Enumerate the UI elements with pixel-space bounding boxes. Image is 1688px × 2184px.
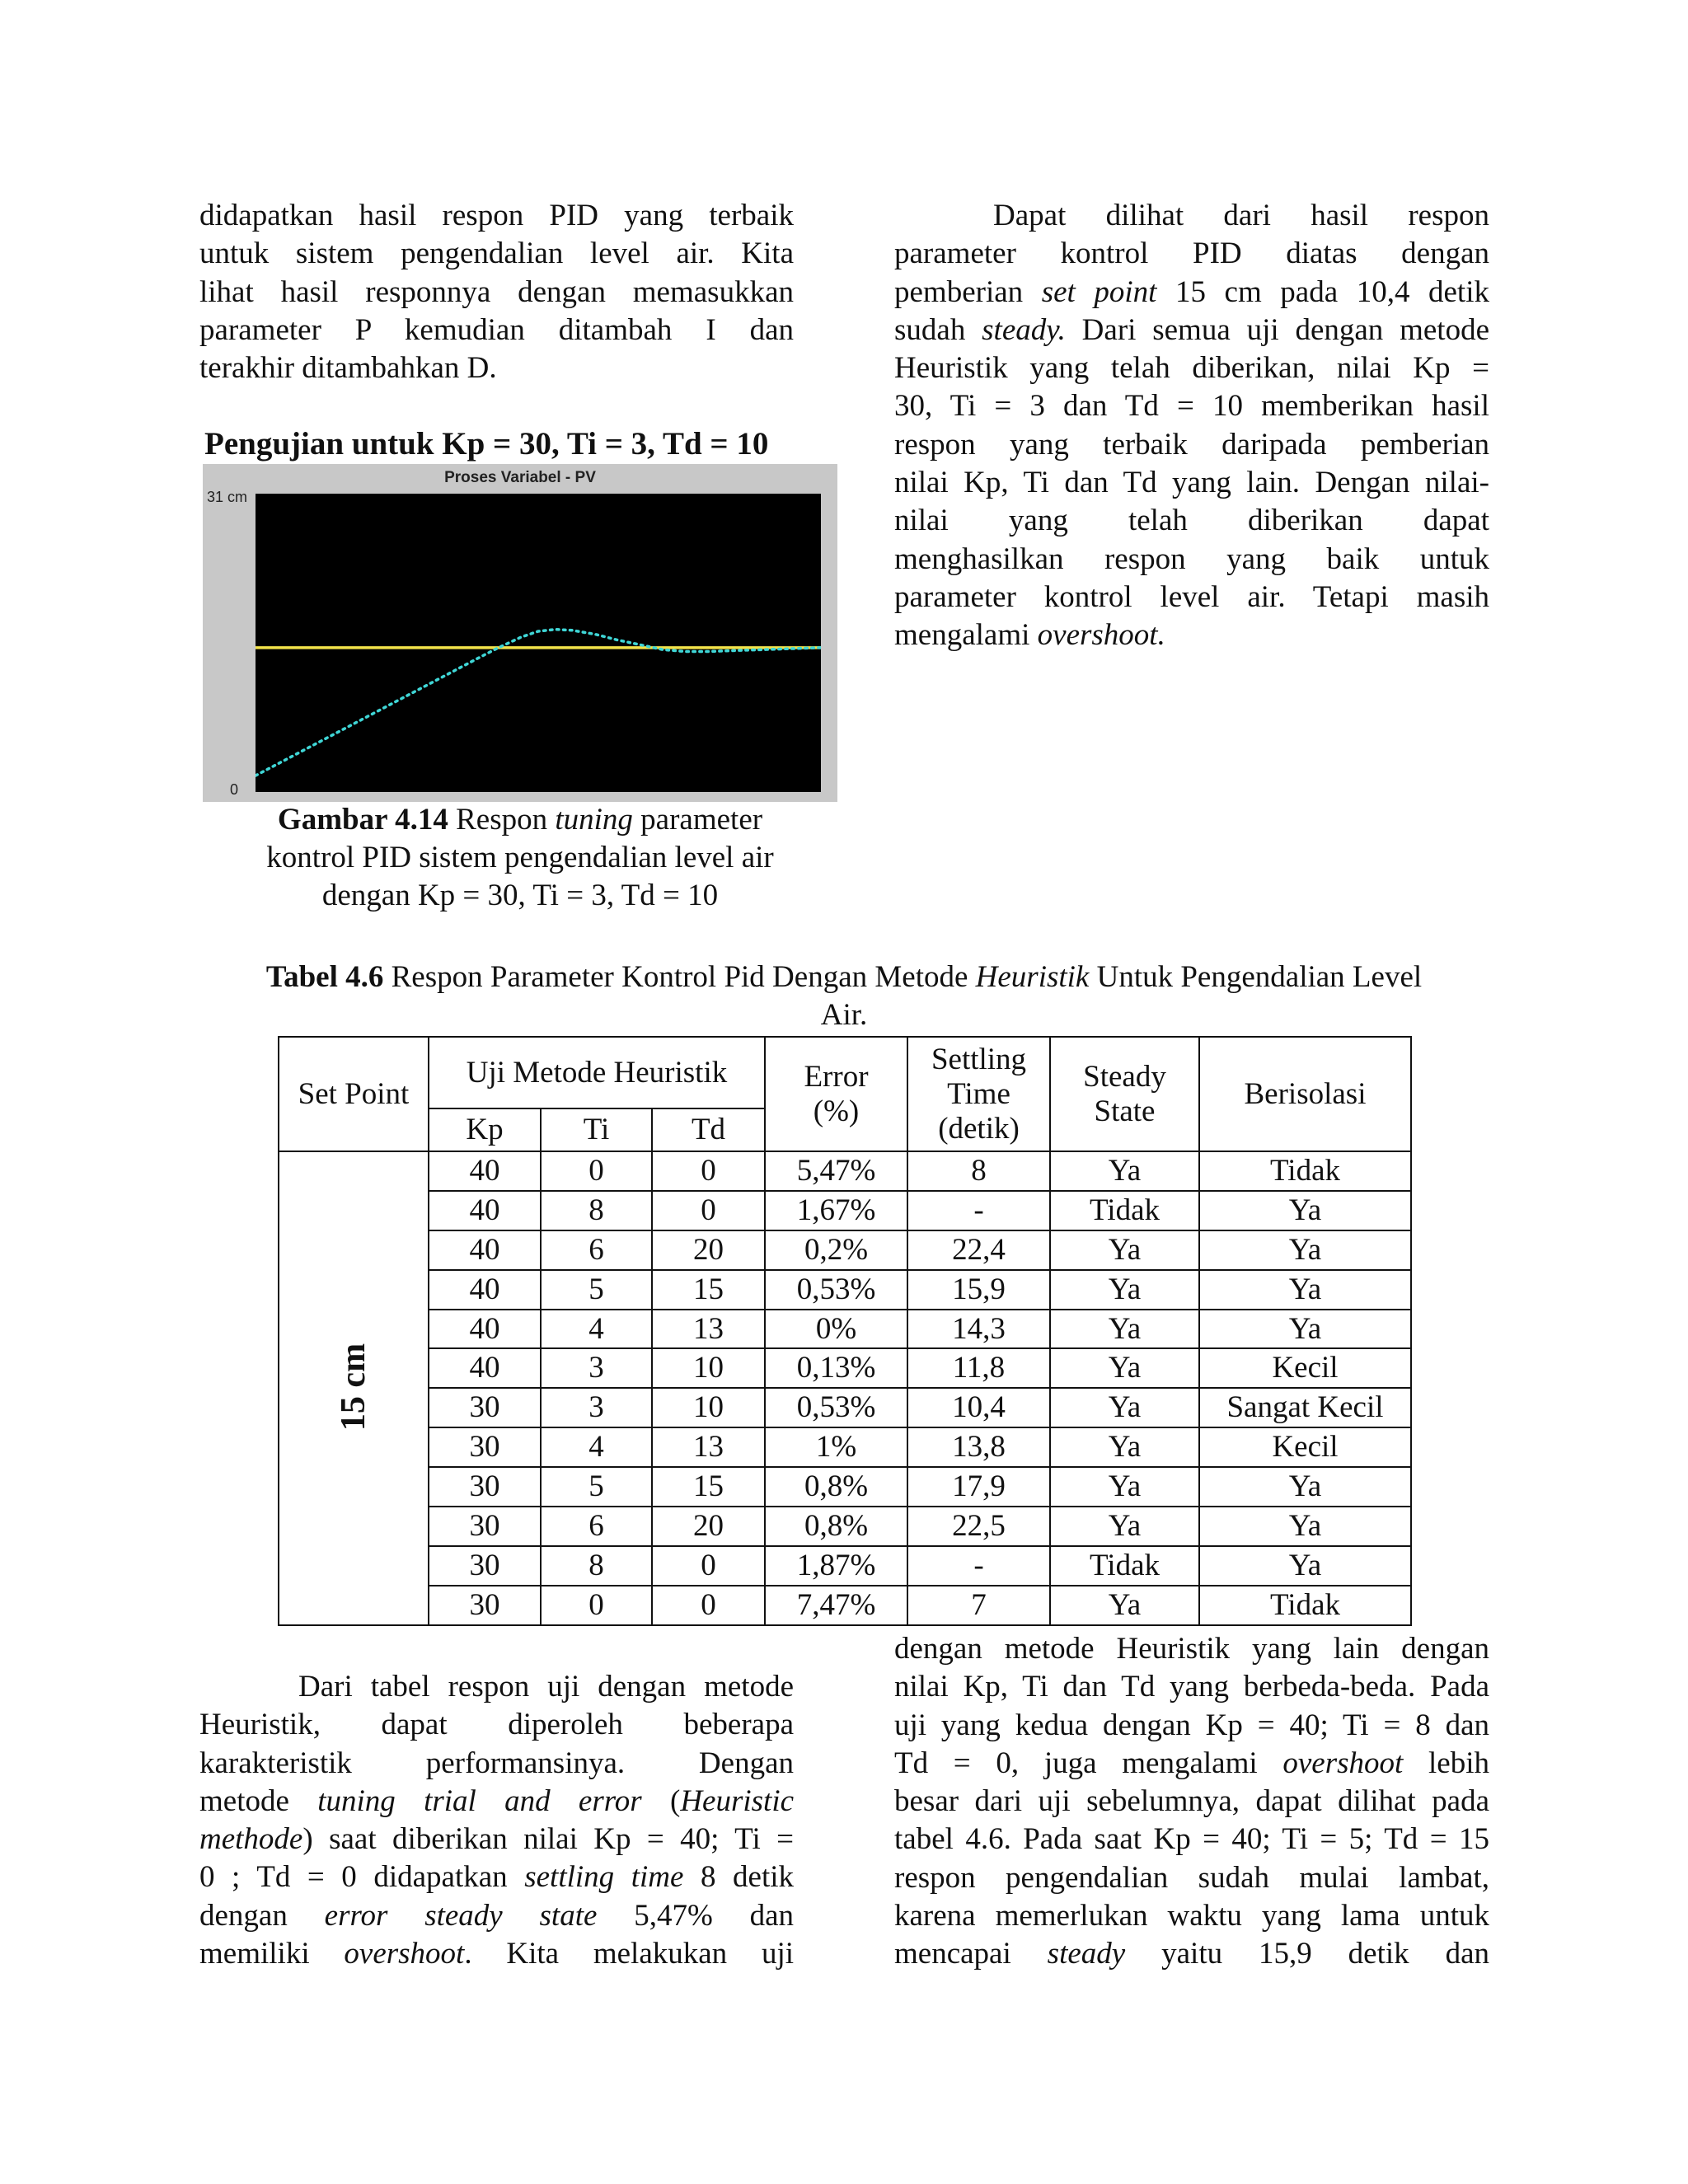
header-text: (detik) (938, 1111, 1020, 1146)
left-top-paragraph (199, 197, 794, 387)
header-kp: Kp (429, 1108, 541, 1151)
cell-ti: 4 (541, 1310, 652, 1349)
text-line: lihat hasil responnya dengan memasukkan (199, 274, 794, 309)
figure-caption (203, 801, 837, 915)
caption-label: Gambar 4.14 (277, 803, 448, 837)
text-italic: overshoot (1282, 1746, 1404, 1780)
cell-kp: 30 (429, 1546, 541, 1586)
right-bottom-paragraph (894, 1630, 1489, 1974)
text-line: Dapat dilihat dari hasil respon (993, 199, 1489, 232)
cell-error: 5,47% (765, 1151, 907, 1191)
header-text: State (1094, 1094, 1156, 1128)
text-line: nilai Kp, Ti dan Td yang lain. Dengan nilai- (894, 466, 1489, 500)
table-row (279, 1586, 1411, 1625)
cell-osc: Tidak (1199, 1151, 1411, 1191)
text-segment: . Kita melakukan uji (464, 1937, 794, 1971)
caption-line (203, 801, 837, 839)
cell-ti: 4 (541, 1427, 652, 1467)
text-line: respon yang terbaik daripada pemberian (894, 427, 1489, 462)
text-segment: 15 cm pada 10,4 detik (1156, 274, 1489, 309)
cell-ti: 5 (541, 1270, 652, 1310)
cell-steady: Ya (1050, 1230, 1199, 1270)
cell-ti: 0 (541, 1151, 652, 1191)
text-segment: mengalami (894, 618, 1038, 653)
caption-text: Untuk Pengendalian Level (1089, 960, 1423, 994)
header-text: Error (804, 1059, 869, 1094)
text-line: uji yang kedua dengan Kp = 40; Ti = 8 dan (894, 1708, 1489, 1742)
cell-td: 0 (652, 1191, 765, 1230)
text-line: Heuristik yang telah diberikan, nilai Kp = (894, 351, 1489, 386)
text-line: parameter kontrol level air. Tetapi masih (894, 579, 1489, 614)
cell-error: 7,47% (765, 1586, 907, 1625)
header-text: (%) (813, 1094, 860, 1128)
cell-td: 15 (652, 1270, 765, 1310)
header-uji-metode: Uji Metode Heuristik (429, 1037, 765, 1108)
text-segment: ) saat diberikan nilai Kp = 40; Ti = (302, 1822, 794, 1857)
text-line: 30, Ti = 3 dan Td = 10 memberikan hasil (894, 389, 1489, 424)
text-line: parameter P kemudian ditambah I dan (199, 312, 794, 347)
text-segment: 8 detik (683, 1860, 795, 1895)
cell-steady: Tidak (1050, 1191, 1199, 1230)
text-segment: ( (641, 1783, 681, 1818)
table-row (279, 1467, 1411, 1507)
text-italic: set point (1041, 274, 1157, 309)
header-berisolasi: Berisolasi (1199, 1037, 1411, 1151)
cell-settling: 22,4 (907, 1230, 1050, 1270)
cell-error: 0,13% (765, 1348, 907, 1388)
header-set-point: Set Point (279, 1037, 429, 1151)
text-line: nilai yang telah diberikan dapat (894, 504, 1489, 538)
cell-settling: 11,8 (907, 1348, 1050, 1388)
text-line: parameter kontrol PID diatas dengan (894, 237, 1489, 271)
set-point-cell (279, 1151, 429, 1625)
left-bottom-paragraph (199, 1668, 794, 1973)
test-heading: Pengujian untuk Kp = 30, Ti = 3, Td = 10 (204, 426, 769, 462)
table-row (279, 1388, 1411, 1427)
text-italic: Heuristic (680, 1783, 795, 1818)
cell-ti: 8 (541, 1546, 652, 1586)
table-label: Tabel 4.6 (265, 960, 384, 994)
cell-ti: 6 (541, 1507, 652, 1546)
text-segment: 0 ; Td = 0 didapatkan (199, 1860, 525, 1895)
cell-error: 0% (765, 1310, 907, 1349)
cell-osc: Ya (1199, 1546, 1411, 1586)
cell-kp: 40 (429, 1191, 541, 1230)
text-line: dengan metode Heuristik yang lain dengan (894, 1632, 1489, 1666)
cell-osc: Ya (1199, 1507, 1411, 1546)
y-axis-max-label: 31 cm (207, 489, 248, 505)
text-line: Dari tabel respon uji dengan metode (298, 1670, 794, 1704)
header-ti: Ti (541, 1108, 652, 1151)
text-segment: dengan (199, 1898, 325, 1933)
table-row (279, 1546, 1411, 1586)
text-line: tabel 4.6. Pada saat Kp = 40; Ti = 5; Td = 15 (894, 1822, 1489, 1857)
cell-kp: 40 (429, 1270, 541, 1310)
text-line: besar dari uji sebelumnya, dapat dilihat pada (894, 1784, 1489, 1819)
table-row (279, 1151, 1411, 1191)
text-line: Heuristik, dapat diperoleh beberapa (199, 1708, 794, 1742)
cell-settling: - (907, 1191, 1050, 1230)
pv-chart-svg (256, 494, 821, 792)
table-row (279, 1230, 1411, 1270)
text-segment: Td = 0, juga mengalami (894, 1746, 1283, 1780)
text-line: untuk sistem pengendalian level air. Kita (199, 237, 794, 271)
cell-osc: Ya (1199, 1310, 1411, 1349)
cell-steady: Ya (1050, 1467, 1199, 1507)
header-text: Steady (1083, 1059, 1166, 1094)
cell-error: 0,2% (765, 1230, 907, 1270)
cell-kp: 30 (429, 1507, 541, 1546)
cell-osc: Ya (1199, 1270, 1411, 1310)
cell-settling: 10,4 (907, 1388, 1050, 1427)
cell-osc: Kecil (1199, 1427, 1411, 1467)
caption-text: Respon Parameter Kontrol Pid Dengan Metode (383, 960, 976, 994)
cell-settling: 13,8 (907, 1427, 1050, 1467)
caption-italic: tuning (555, 803, 633, 837)
cell-td: 13 (652, 1310, 765, 1349)
cell-error: 0,8% (765, 1507, 907, 1546)
caption-line: Air. (820, 998, 868, 1032)
table-row (279, 1191, 1411, 1230)
cell-settling: 8 (907, 1151, 1050, 1191)
cell-td: 13 (652, 1427, 765, 1467)
text-line (199, 1821, 794, 1858)
cell-ti: 8 (541, 1191, 652, 1230)
cell-td: 15 (652, 1467, 765, 1507)
cell-ti: 0 (541, 1586, 652, 1625)
text-italic: steady (1047, 1937, 1126, 1971)
text-line: menghasilkan respon yang baik untuk (894, 541, 1489, 576)
text-line: karena memerlukan waktu yang lama untuk (894, 1899, 1489, 1933)
text-line (894, 312, 1489, 349)
cell-td: 20 (652, 1507, 765, 1546)
text-line (199, 1783, 794, 1821)
caption-text: Respon (448, 803, 556, 837)
cell-error: 1,87% (765, 1546, 907, 1586)
cell-ti: 5 (541, 1467, 652, 1507)
cell-kp: 40 (429, 1230, 541, 1270)
cell-steady: Ya (1050, 1388, 1199, 1427)
cell-steady: Ya (1050, 1310, 1199, 1349)
text-segment: lebih (1403, 1746, 1490, 1780)
table-row (279, 1348, 1411, 1388)
text-italic: overshoot (344, 1937, 465, 1971)
caption-line: dengan Kp = 30, Ti = 3, Td = 10 (321, 879, 719, 912)
header-error (765, 1037, 907, 1151)
results-table (278, 1036, 1412, 1626)
cell-td: 0 (652, 1546, 765, 1586)
text-segment: pemberian (894, 274, 1042, 309)
cell-steady: Ya (1050, 1348, 1199, 1388)
header-steady-state (1050, 1037, 1199, 1151)
cell-osc: Kecil (1199, 1348, 1411, 1388)
cell-settling: 17,9 (907, 1467, 1050, 1507)
caption-line (181, 958, 1507, 996)
table-caption (181, 958, 1507, 1034)
text-line: terakhir ditambahkan D. (199, 351, 497, 386)
text-segment: 5,47% dan (597, 1898, 794, 1933)
text-line: karakteristik performansinya. Dengan (199, 1746, 794, 1780)
cell-steady: Ya (1050, 1507, 1199, 1546)
cell-steady: Ya (1050, 1586, 1199, 1625)
cell-settling: 14,3 (907, 1310, 1050, 1349)
cell-kp: 40 (429, 1310, 541, 1349)
cell-settling: 15,9 (907, 1270, 1050, 1310)
cell-steady: Ya (1050, 1427, 1199, 1467)
cell-osc: Ya (1199, 1467, 1411, 1507)
cell-ti: 3 (541, 1388, 652, 1427)
set-point-value: 15 cm (334, 1343, 373, 1432)
text-segment: sudah (894, 312, 982, 347)
table-row (279, 1310, 1411, 1349)
header-text: Time (947, 1076, 1010, 1111)
text-italic: methode (199, 1822, 303, 1857)
text-italic: settling time (524, 1860, 684, 1895)
caption-italic: Heuristik (975, 960, 1090, 994)
table-body (279, 1151, 1411, 1625)
cell-error: 0,53% (765, 1270, 907, 1310)
cell-osc: Tidak (1199, 1586, 1411, 1625)
cell-td: 10 (652, 1388, 765, 1427)
header-text: Settling (931, 1042, 1027, 1076)
table-row (279, 1270, 1411, 1310)
cell-kp: 40 (429, 1348, 541, 1388)
cell-steady: Tidak (1050, 1546, 1199, 1586)
text-italic: tuning trial and error (317, 1783, 642, 1818)
cell-steady: Ya (1050, 1270, 1199, 1310)
table-row (279, 1427, 1411, 1467)
cell-osc: Ya (1199, 1191, 1411, 1230)
right-top-paragraph (894, 197, 1489, 655)
text-segment: Dari semua uji dengan metode (1065, 312, 1490, 347)
header-settling-time (907, 1037, 1050, 1151)
cell-kp: 30 (429, 1427, 541, 1467)
cell-kp: 30 (429, 1467, 541, 1507)
text-line (199, 1897, 794, 1935)
cell-error: 0,53% (765, 1388, 907, 1427)
cell-td: 0 (652, 1151, 765, 1191)
text-italic: error steady state (324, 1898, 598, 1933)
text-italic: steady. (982, 312, 1066, 347)
y-axis-min-label: 0 (230, 781, 239, 798)
cell-osc: Sangat Kecil (1199, 1388, 1411, 1427)
cell-settling: - (907, 1546, 1050, 1586)
pv-chart-figure (203, 464, 837, 802)
text-line (894, 616, 1489, 654)
text-line (894, 1745, 1489, 1783)
text-line: respon pengendalian sudah mulai lambat, (894, 1860, 1489, 1895)
cell-error: 1,67% (765, 1191, 907, 1230)
text-segment: mencapai (894, 1937, 1048, 1971)
header-td: Td (652, 1108, 765, 1151)
chart-plot-area (256, 494, 821, 792)
cell-ti: 3 (541, 1348, 652, 1388)
cell-kp: 40 (429, 1151, 541, 1191)
cell-settling: 7 (907, 1586, 1050, 1625)
cell-kp: 30 (429, 1586, 541, 1625)
text-line (199, 1858, 794, 1896)
text-segment: memiliki (199, 1937, 345, 1971)
cell-error: 0,8% (765, 1467, 907, 1507)
cell-td: 10 (652, 1348, 765, 1388)
cell-ti: 6 (541, 1230, 652, 1270)
text-segment: metode (199, 1783, 318, 1818)
cell-settling: 22,5 (907, 1507, 1050, 1546)
cell-td: 20 (652, 1230, 765, 1270)
text-segment: yaitu 15,9 detik dan (1125, 1937, 1490, 1971)
text-line (894, 274, 1489, 312)
cell-steady: Ya (1050, 1151, 1199, 1191)
chart-title: Proses Variabel - PV (444, 469, 596, 486)
text-italic: overshoot. (1037, 618, 1165, 653)
text-line (894, 1935, 1489, 1973)
pv-series-line (256, 630, 821, 776)
caption-text: parameter (632, 803, 763, 837)
text-line: didapatkan hasil respon PID yang terbaik (199, 199, 794, 232)
cell-kp: 30 (429, 1388, 541, 1427)
cell-osc: Ya (1199, 1230, 1411, 1270)
text-line: nilai Kp, Ti dan Td yang berbeda-beda. Pada (894, 1670, 1489, 1704)
text-line (199, 1935, 794, 1973)
caption-line: kontrol PID sistem pengendalian level air (266, 841, 774, 874)
cell-error: 1% (765, 1427, 907, 1467)
table-row (279, 1507, 1411, 1546)
cell-td: 0 (652, 1586, 765, 1625)
